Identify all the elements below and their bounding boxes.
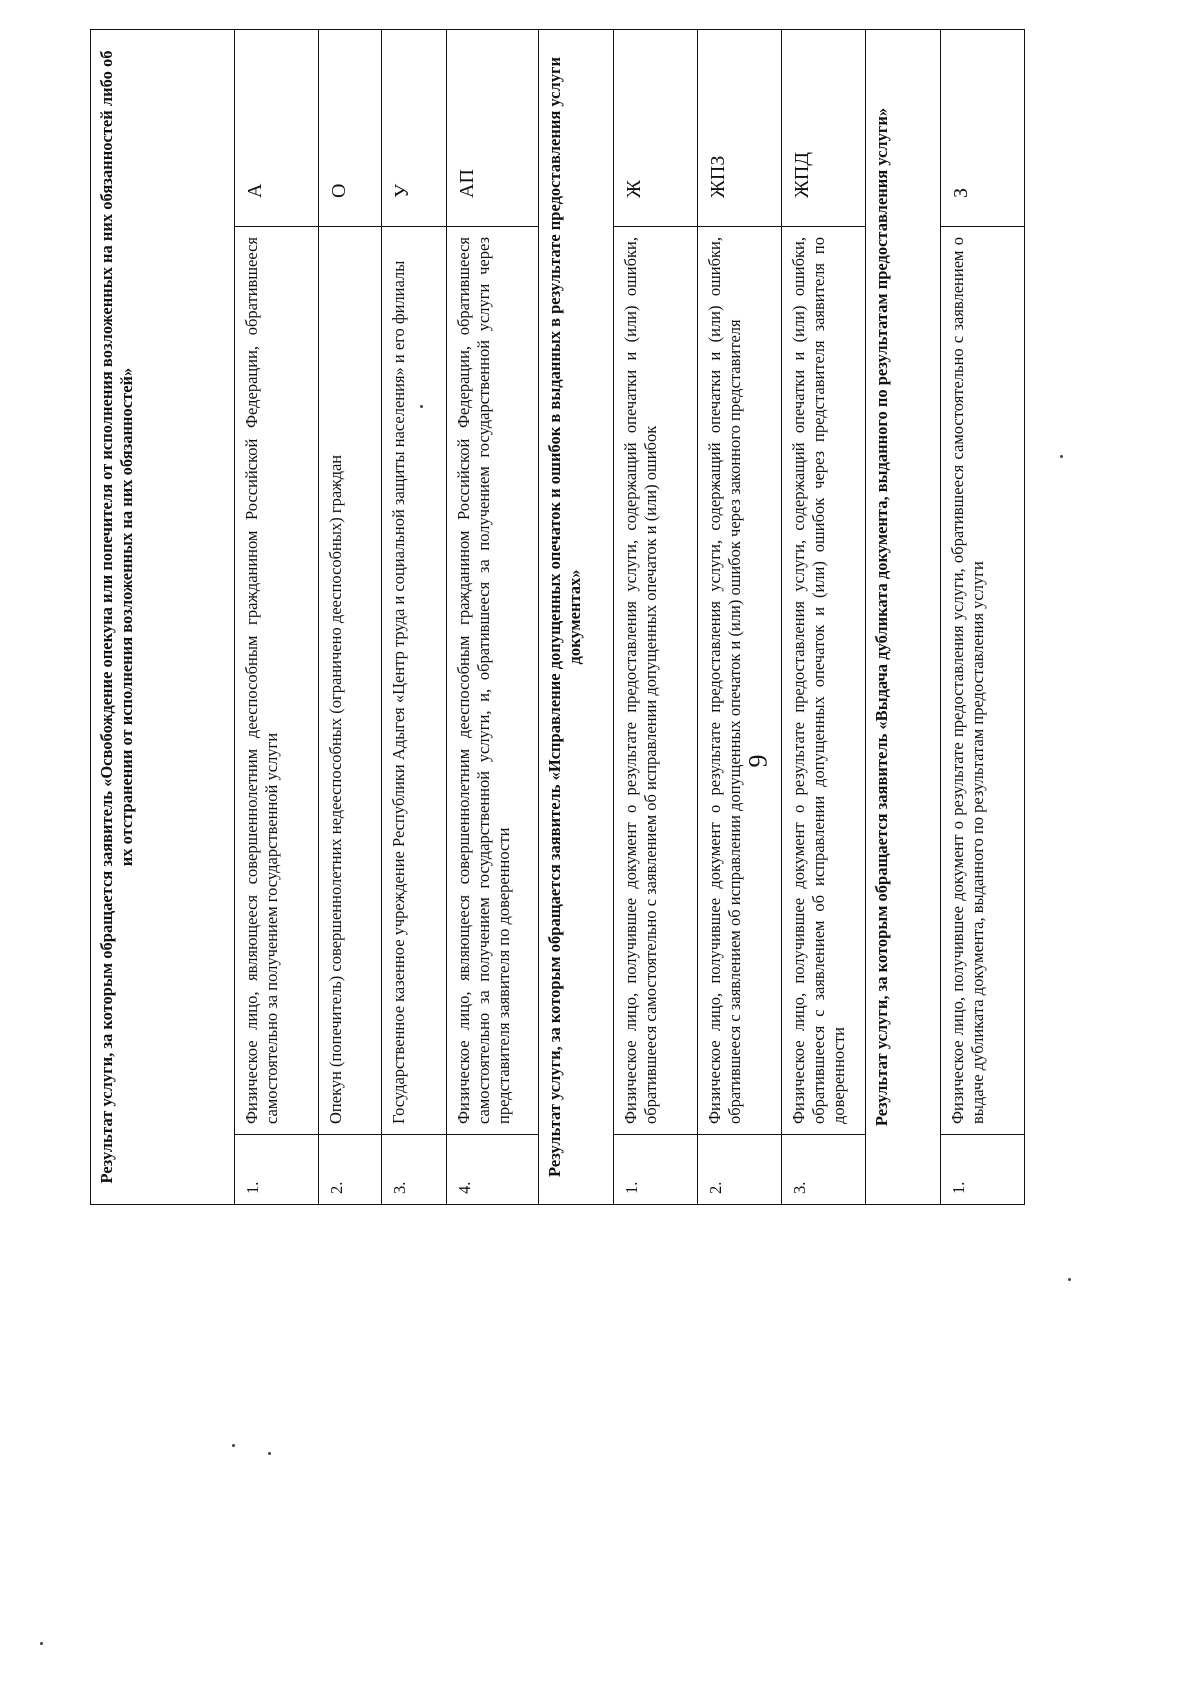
section-header-row xyxy=(91,30,235,1205)
row-description: Физическое лицо, получившее документ о результате предоставления услуги, содержащий опечатки и (или) ошибки, обратившееся самостоятельно с заявлением об исправлении допущенных опечаток и (или) ошибок xyxy=(614,227,698,1135)
row-code: АП xyxy=(447,30,539,227)
scan-speck xyxy=(1068,1278,1071,1281)
row-number: 1. xyxy=(235,1135,319,1205)
row-number: 3. xyxy=(782,1135,866,1205)
row-number: 1. xyxy=(614,1135,698,1205)
row-code: ЖПЗ xyxy=(698,30,782,227)
table-row xyxy=(941,30,1025,1205)
rotated-page-content xyxy=(90,30,1165,1205)
table-body xyxy=(91,30,1025,1205)
row-code: У xyxy=(382,30,447,227)
row-code: Ж xyxy=(614,30,698,227)
row-code: ЖПД xyxy=(782,30,866,227)
row-code: О xyxy=(319,30,382,227)
row-description: Физическое лицо, получившее документ о результате предоставления услуги, содержащий опечатки и (или) ошибки, обратившееся с заявлением об исправлении допущенных опечаток и (или) ошибок через представителя заявителя по доверенности xyxy=(782,227,866,1135)
scan-speck xyxy=(40,1642,43,1645)
row-description: Государственное казенное учреждение Республики Адыгея «Центр труда и социальной защиты населения» и его филиалы xyxy=(382,227,447,1135)
table-row xyxy=(614,30,698,1205)
scan-speck xyxy=(420,405,423,408)
section-header-row xyxy=(539,30,614,1205)
row-code: З xyxy=(941,30,1025,227)
row-number: 2. xyxy=(319,1135,382,1205)
page-number: 9 xyxy=(743,754,773,768)
applicant-categories-table xyxy=(90,29,1025,1205)
row-number: 1. xyxy=(941,1135,1025,1205)
scan-speck xyxy=(1060,455,1063,458)
scan-speck xyxy=(232,1444,235,1447)
table-row xyxy=(235,30,319,1205)
table-row xyxy=(782,30,866,1205)
table-row xyxy=(319,30,382,1205)
scan-speck xyxy=(268,1452,271,1455)
section-header-row xyxy=(866,30,941,1205)
row-description: Опекун (попечитель) совершеннолетних недееспособных (ограничено дееспособных) граждан xyxy=(319,227,382,1135)
row-description: Физическое лицо, получившее документ о результате предоставления услуги, содержащий опечатки и (или) ошибки, обратившееся с заявлением об исправлении допущенных опечаток и (или) ошибок через законного представителя xyxy=(698,227,782,1135)
table-row xyxy=(698,30,782,1205)
row-description: Физическое лицо, являющееся совершеннолетним дееспособным гражданином Российской Федерации, обратившееся самостоятельно за получением государственной услуги xyxy=(235,227,319,1135)
table-row xyxy=(382,30,447,1205)
row-description: Физическое лицо, получившее документ о результате предоставления услуги, обратившееся самостоятельно с заявлением о выдаче дубликата документа, выданного по результатам предоставления услуги xyxy=(941,227,1025,1135)
row-description: Физическое лицо, являющееся совершеннолетним дееспособным гражданином Российской Федерации, обратившееся самостоятельно за получением государственной услуги, и, обратившееся за получением государственной услуги через представителя заявителя по доверенности xyxy=(447,227,539,1135)
section-header-title: Результат услуги, за которым обращается заявитель «Исправление допущенных опечаток и ошибок в выданных в результате предоставления услуги документах» xyxy=(539,30,614,1205)
section-header-title: Результат услуги, за которым обращается заявитель «Освобождение опекуна или попечителя от исполнения возложенных на них обязанностей либо об их отстранении от исполнения возложенных на них обязанностей» xyxy=(91,30,235,1205)
row-number: 4. xyxy=(447,1135,539,1205)
row-number: 3. xyxy=(382,1135,447,1205)
section-header-title: Результат услуги, за которым обращается заявитель «Выдача дубликата документа, выданного по результатам предоставления услуги» xyxy=(866,30,941,1205)
table-row xyxy=(447,30,539,1205)
row-code: А xyxy=(235,30,319,227)
row-number: 2. xyxy=(698,1135,782,1205)
